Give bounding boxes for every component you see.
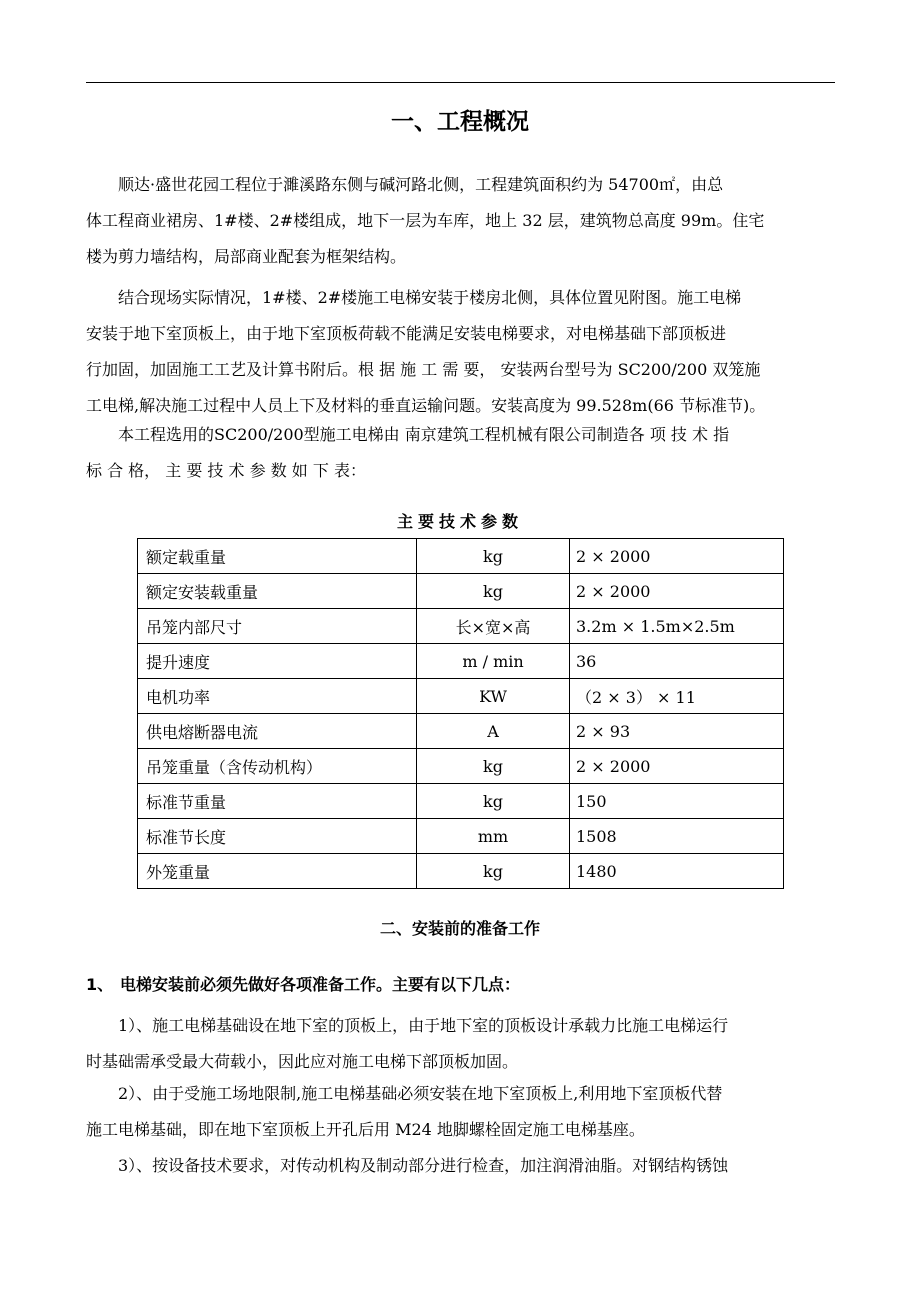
section-1-title: 一、工程概况 bbox=[391, 109, 529, 135]
param-unit: mm bbox=[417, 819, 570, 854]
param-value: （2 × 3） × 11 bbox=[570, 679, 784, 714]
table-row bbox=[138, 819, 784, 854]
sub-item-3 bbox=[86, 1148, 835, 1184]
text-line: 施工电梯基础，即在地下室顶板上开孔后用 M24 地脚螺栓固定施工电梯基座。 bbox=[86, 1120, 645, 1139]
text-line: 3）、按设备技术要求，对传动机构及制动部分进行检查，加注润滑油脂。对钢结构锈蚀 bbox=[86, 1156, 729, 1175]
text-line: 本工程选用的SC200/200型施工电梯由 南京建筑工程机械有限公司制造各 项 技 术 指 bbox=[86, 425, 730, 444]
param-name: 电机功率 bbox=[138, 679, 417, 714]
param-name: 额定载重量 bbox=[138, 539, 417, 574]
param-unit: kg bbox=[417, 574, 570, 609]
item-text: 电梯安装前必须先做好各项准备工作。主要有以下几点： bbox=[120, 975, 521, 994]
item-1-heading bbox=[86, 970, 520, 1000]
header-rule bbox=[86, 82, 835, 83]
text-line: 2）、由于受施工场地限制,施工电梯基础必须安装在地下室顶板上,利用地下室顶板代替 bbox=[86, 1084, 723, 1103]
param-unit: kg bbox=[417, 784, 570, 819]
text-line: 体工程商业裙房、1#楼、2#楼组成，地下一层为车库，地上 32 层，建筑物总高度 99m。住宅 bbox=[86, 211, 765, 230]
section-2-heading: 二、安装前的准备工作 bbox=[379, 919, 540, 938]
table-row bbox=[138, 854, 784, 889]
table-row bbox=[138, 714, 784, 749]
param-name: 提升速度 bbox=[138, 644, 417, 679]
text-line: 行加固，加固施工工艺及计算书附后。根 据 施 工 需 要， 安装两台型号为 SC200/200 双笼施 bbox=[86, 360, 761, 379]
item-number: 1、 bbox=[86, 975, 114, 994]
table-row bbox=[138, 539, 784, 574]
param-value: 2 × 93 bbox=[570, 714, 784, 749]
overview-paragraph-2 bbox=[86, 280, 835, 424]
param-unit: kg bbox=[417, 749, 570, 784]
text-line: 工电梯,解决施工过程中人员上下及材料的垂直运输问题。安装高度为 99.528m(66 节标准节)。 bbox=[86, 396, 766, 415]
param-value: 1508 bbox=[570, 819, 784, 854]
param-unit: KW bbox=[417, 679, 570, 714]
text-line: 标 合 格， 主 要 技 术 参 数 如 下 表： bbox=[86, 461, 366, 480]
param-unit: A bbox=[417, 714, 570, 749]
table-row bbox=[138, 644, 784, 679]
param-value: 1480 bbox=[570, 854, 784, 889]
param-unit: kg bbox=[417, 854, 570, 889]
param-value: 2 × 2000 bbox=[570, 574, 784, 609]
text-line: 顺达·盛世花园工程位于濉溪路东侧与碱河路北侧，工程建筑面积约为 54700㎡，由总 bbox=[86, 175, 724, 194]
table-row bbox=[138, 609, 784, 644]
param-value: 36 bbox=[570, 644, 784, 679]
param-value: 150 bbox=[570, 784, 784, 819]
param-name: 供电熔断器电流 bbox=[138, 714, 417, 749]
sub-item-2 bbox=[86, 1076, 835, 1148]
param-unit: kg bbox=[417, 539, 570, 574]
param-name: 额定安装载重量 bbox=[138, 574, 417, 609]
text-line: 楼为剪力墙结构，局部商业配套为框架结构。 bbox=[86, 247, 407, 266]
table-row bbox=[138, 749, 784, 784]
param-unit: m / min bbox=[417, 644, 570, 679]
param-name: 吊笼内部尺寸 bbox=[138, 609, 417, 644]
param-name: 标准节长度 bbox=[138, 819, 417, 854]
overview-paragraph-1 bbox=[86, 167, 835, 275]
param-name: 外笼重量 bbox=[138, 854, 417, 889]
param-name: 吊笼重量（含传动机构） bbox=[138, 749, 417, 784]
table-caption: 主要技术参数 bbox=[396, 512, 523, 531]
text-line: 安装于地下室顶板上，由于地下室顶板荷载不能满足安装电梯要求，对电梯基础下部顶板进 bbox=[86, 324, 727, 343]
param-value: 3.2m × 1.5m×2.5m bbox=[570, 609, 784, 644]
sub-item-1 bbox=[86, 1008, 835, 1080]
overview-paragraph-3 bbox=[86, 417, 835, 489]
text-line: 时基础需承受最大荷载小，因此应对施工电梯下部顶板加固。 bbox=[86, 1052, 519, 1071]
param-value: 2 × 2000 bbox=[570, 749, 784, 784]
spec-table bbox=[137, 538, 784, 889]
param-name: 标准节重量 bbox=[138, 784, 417, 819]
table-row bbox=[138, 784, 784, 819]
table-row bbox=[138, 574, 784, 609]
text-line: 结合现场实际情况，1#楼、2#楼施工电梯安装于楼房北侧，具体位置见附图。施工电梯 bbox=[86, 288, 742, 307]
text-line: 1）、施工电梯基础设在地下室的顶板上，由于地下室的顶板设计承载力比施工电梯运行 bbox=[86, 1016, 729, 1035]
param-unit: 长×宽×高 bbox=[417, 609, 570, 644]
table-row bbox=[138, 679, 784, 714]
param-value: 2 × 2000 bbox=[570, 539, 784, 574]
